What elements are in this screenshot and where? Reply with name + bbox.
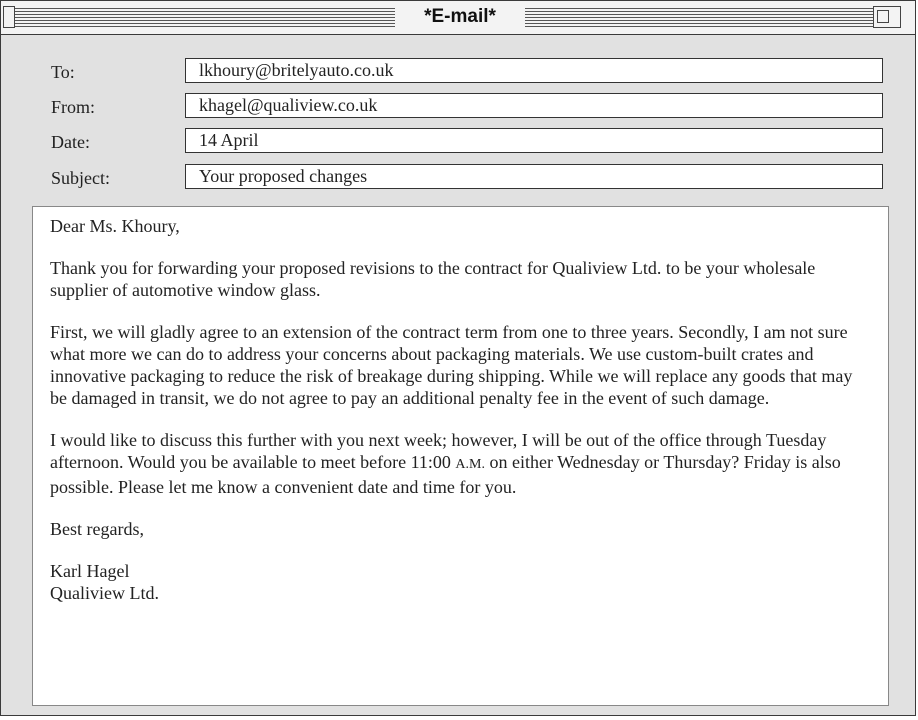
message-body[interactable] <box>32 206 889 706</box>
title-stripes-right <box>525 6 873 28</box>
date-field[interactable]: 14 April <box>185 128 883 153</box>
date-label: Date: <box>51 132 90 152</box>
to-field[interactable]: lkhoury@britelyauto.co.uk <box>185 58 883 83</box>
greeting: Dear Ms. Khoury, <box>50 216 180 236</box>
subject-label: Subject: <box>51 168 110 188</box>
signature-name: Karl Hagel <box>50 561 130 581</box>
subject-field[interactable]: Your proposed changes <box>185 164 883 189</box>
zoom-box-inner-icon <box>877 10 889 23</box>
paragraph-3 <box>50 429 872 498</box>
paragraph-3-ampm: A.M. <box>455 457 485 472</box>
paragraph-2: First, we will gladly agree to an extension of the contract term from one to three years. Secondly, I am not sure what more we can do to address your concerns about packaging materials. We use custom-built crates and innovative packaging to reduce the risk of breakage during shipping. While we will replace any goods that may be damaged in transit, we do not agree to pay an additional penalty fee in the event of such damage. <box>50 322 853 408</box>
title-stripes-left <box>15 6 395 28</box>
from-label: From: <box>51 97 96 117</box>
title-bar[interactable] <box>1 1 915 35</box>
paragraph-1: Thank you for forwarding your proposed revisions to the contract for Qualiview Ltd. to be your wholesale supplier of automotive window glass. <box>50 258 816 300</box>
close-box-icon[interactable] <box>3 6 15 28</box>
zoom-box-icon[interactable] <box>873 6 901 28</box>
window-title: *E-mail* <box>395 4 525 30</box>
signature-company: Qualiview Ltd. <box>50 583 159 603</box>
to-label: To: <box>51 62 75 82</box>
closing: Best regards, <box>50 519 144 539</box>
paragraph-3-part-2: on either Wednesday or Thursday? Friday is also possible. Please let me know a convenient date and time for you. <box>50 452 841 497</box>
paragraph-3-part-1: I would like to discuss this further with you next week; however, I will be out of the office through Tuesday afternoon. Would you be available to meet before 11:00 <box>50 430 827 472</box>
from-field[interactable]: khagel@qualiview.co.uk <box>185 93 883 118</box>
